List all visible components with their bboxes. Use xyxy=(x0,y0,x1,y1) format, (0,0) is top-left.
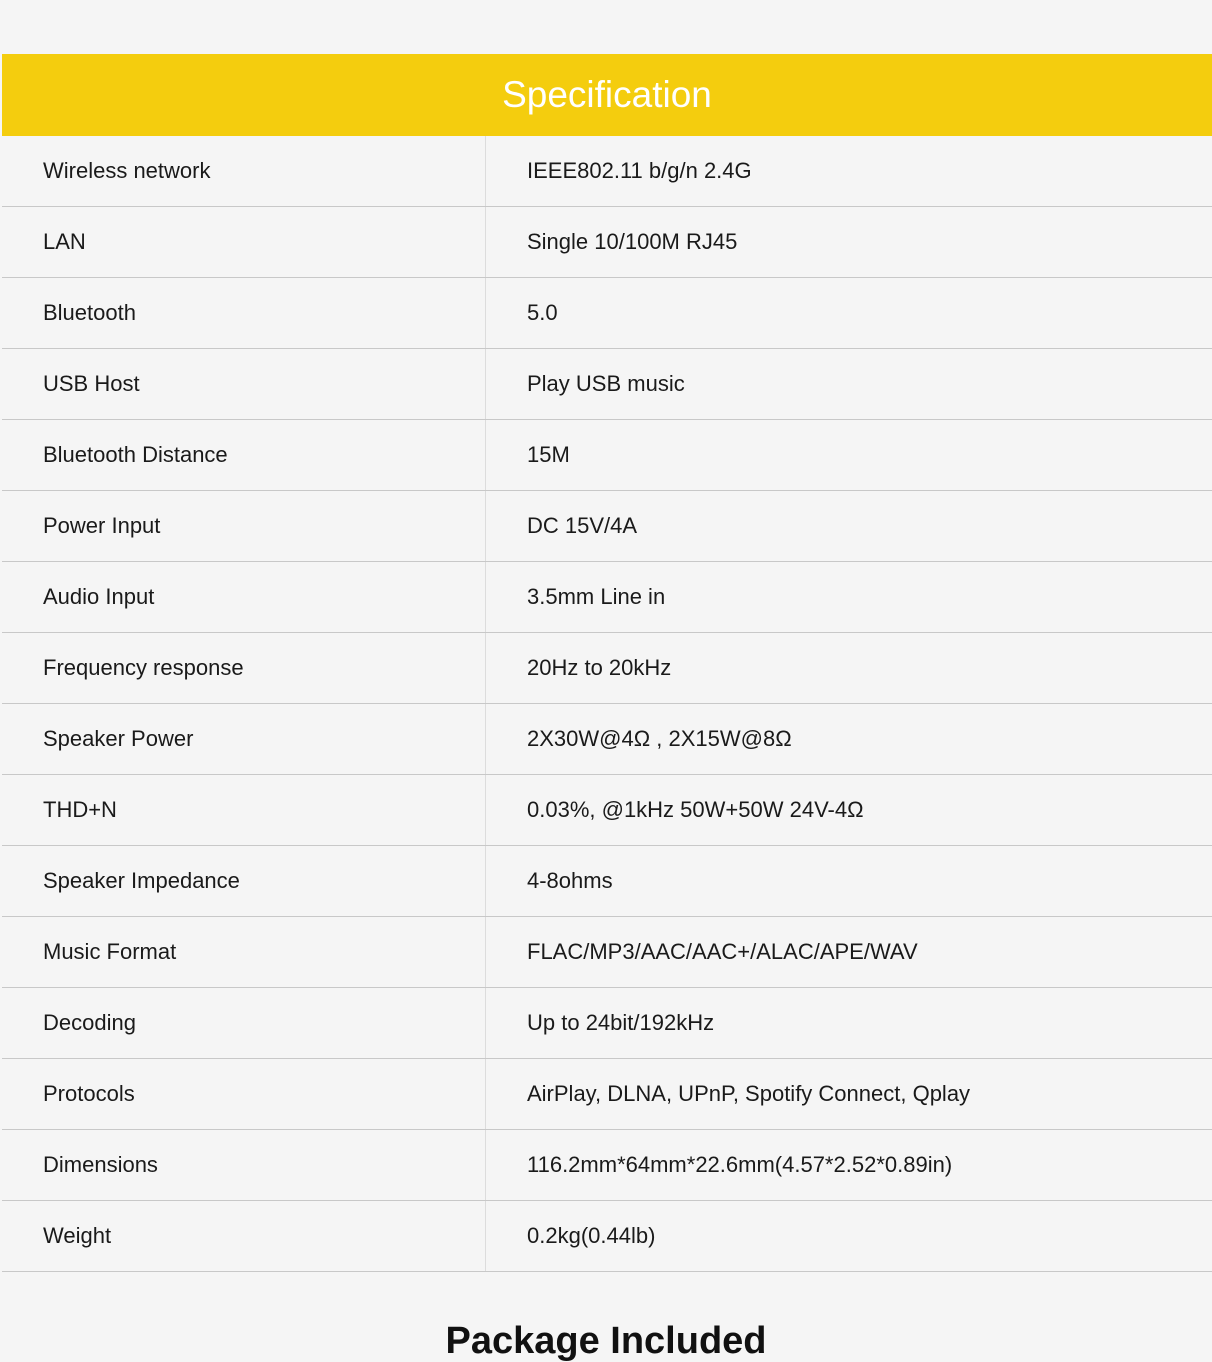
spec-label: Frequency response xyxy=(2,633,486,703)
spec-value: 116.2mm*64mm*22.6mm(4.57*2.52*0.89in) xyxy=(527,1152,953,1177)
specification-rows xyxy=(2,136,1212,1272)
spec-value: 20Hz to 20kHz xyxy=(527,655,672,680)
spec-row xyxy=(2,633,1212,704)
spec-row xyxy=(2,704,1212,775)
spec-row xyxy=(2,349,1212,420)
spec-label: THD+N xyxy=(2,775,486,845)
spec-label: Protocols xyxy=(2,1059,486,1129)
spec-label: Speaker Power xyxy=(2,704,486,774)
package-included-heading: Package Included xyxy=(445,1320,767,1362)
spec-row xyxy=(2,420,1212,491)
spec-row xyxy=(2,1201,1212,1272)
spec-value: 4-8ohms xyxy=(527,868,613,893)
spec-row xyxy=(2,562,1212,633)
spec-label: Audio Input xyxy=(2,562,486,632)
spec-value: 5.0 xyxy=(527,300,558,325)
spec-label: Power Input xyxy=(2,491,486,561)
spec-value: Single 10/100M RJ45 xyxy=(527,229,738,254)
spec-row xyxy=(2,207,1212,278)
spec-value: DC 15V/4A xyxy=(527,513,638,538)
spec-label: Music Format xyxy=(2,917,486,987)
spec-row xyxy=(2,775,1212,846)
spec-value: Play USB music xyxy=(527,371,685,396)
specification-header xyxy=(2,54,1212,136)
spec-value: 2X30W@4Ω , 2X15W@8Ω xyxy=(527,726,792,751)
spec-row xyxy=(2,1130,1212,1201)
spec-value: AirPlay, DLNA, UPnP, Spotify Connect, Qplay xyxy=(527,1081,971,1106)
spec-value: 0.2kg(0.44lb) xyxy=(527,1223,656,1248)
specification-title: Specification xyxy=(502,73,712,115)
spec-row xyxy=(2,278,1212,349)
spec-row xyxy=(2,917,1212,988)
spec-label: Weight xyxy=(2,1201,486,1271)
spec-row xyxy=(2,136,1212,207)
spec-value: Up to 24bit/192kHz xyxy=(527,1010,715,1035)
spec-label: Dimensions xyxy=(2,1130,486,1200)
spec-row xyxy=(2,988,1212,1059)
spec-row xyxy=(2,1059,1212,1130)
spec-row xyxy=(2,846,1212,917)
spec-label: Wireless network xyxy=(2,136,486,206)
spec-label: Decoding xyxy=(2,988,486,1058)
spec-value: IEEE802.11 b/g/n 2.4G xyxy=(527,158,752,183)
spec-label: LAN xyxy=(2,207,486,277)
spec-label: Speaker Impedance xyxy=(2,846,486,916)
spec-value: FLAC/MP3/AAC/AAC+/ALAC/APE/WAV xyxy=(527,939,918,964)
spec-row xyxy=(2,491,1212,562)
spec-value: 15M xyxy=(527,442,570,467)
spec-label: Bluetooth xyxy=(2,278,486,348)
spec-value: 0.03%, @1kHz 50W+50W 24V-4Ω xyxy=(527,797,864,822)
specification-table xyxy=(2,54,1212,1272)
spec-label: Bluetooth Distance xyxy=(2,420,486,490)
spec-value: 3.5mm Line in xyxy=(527,584,666,609)
spec-label: USB Host xyxy=(2,349,486,419)
